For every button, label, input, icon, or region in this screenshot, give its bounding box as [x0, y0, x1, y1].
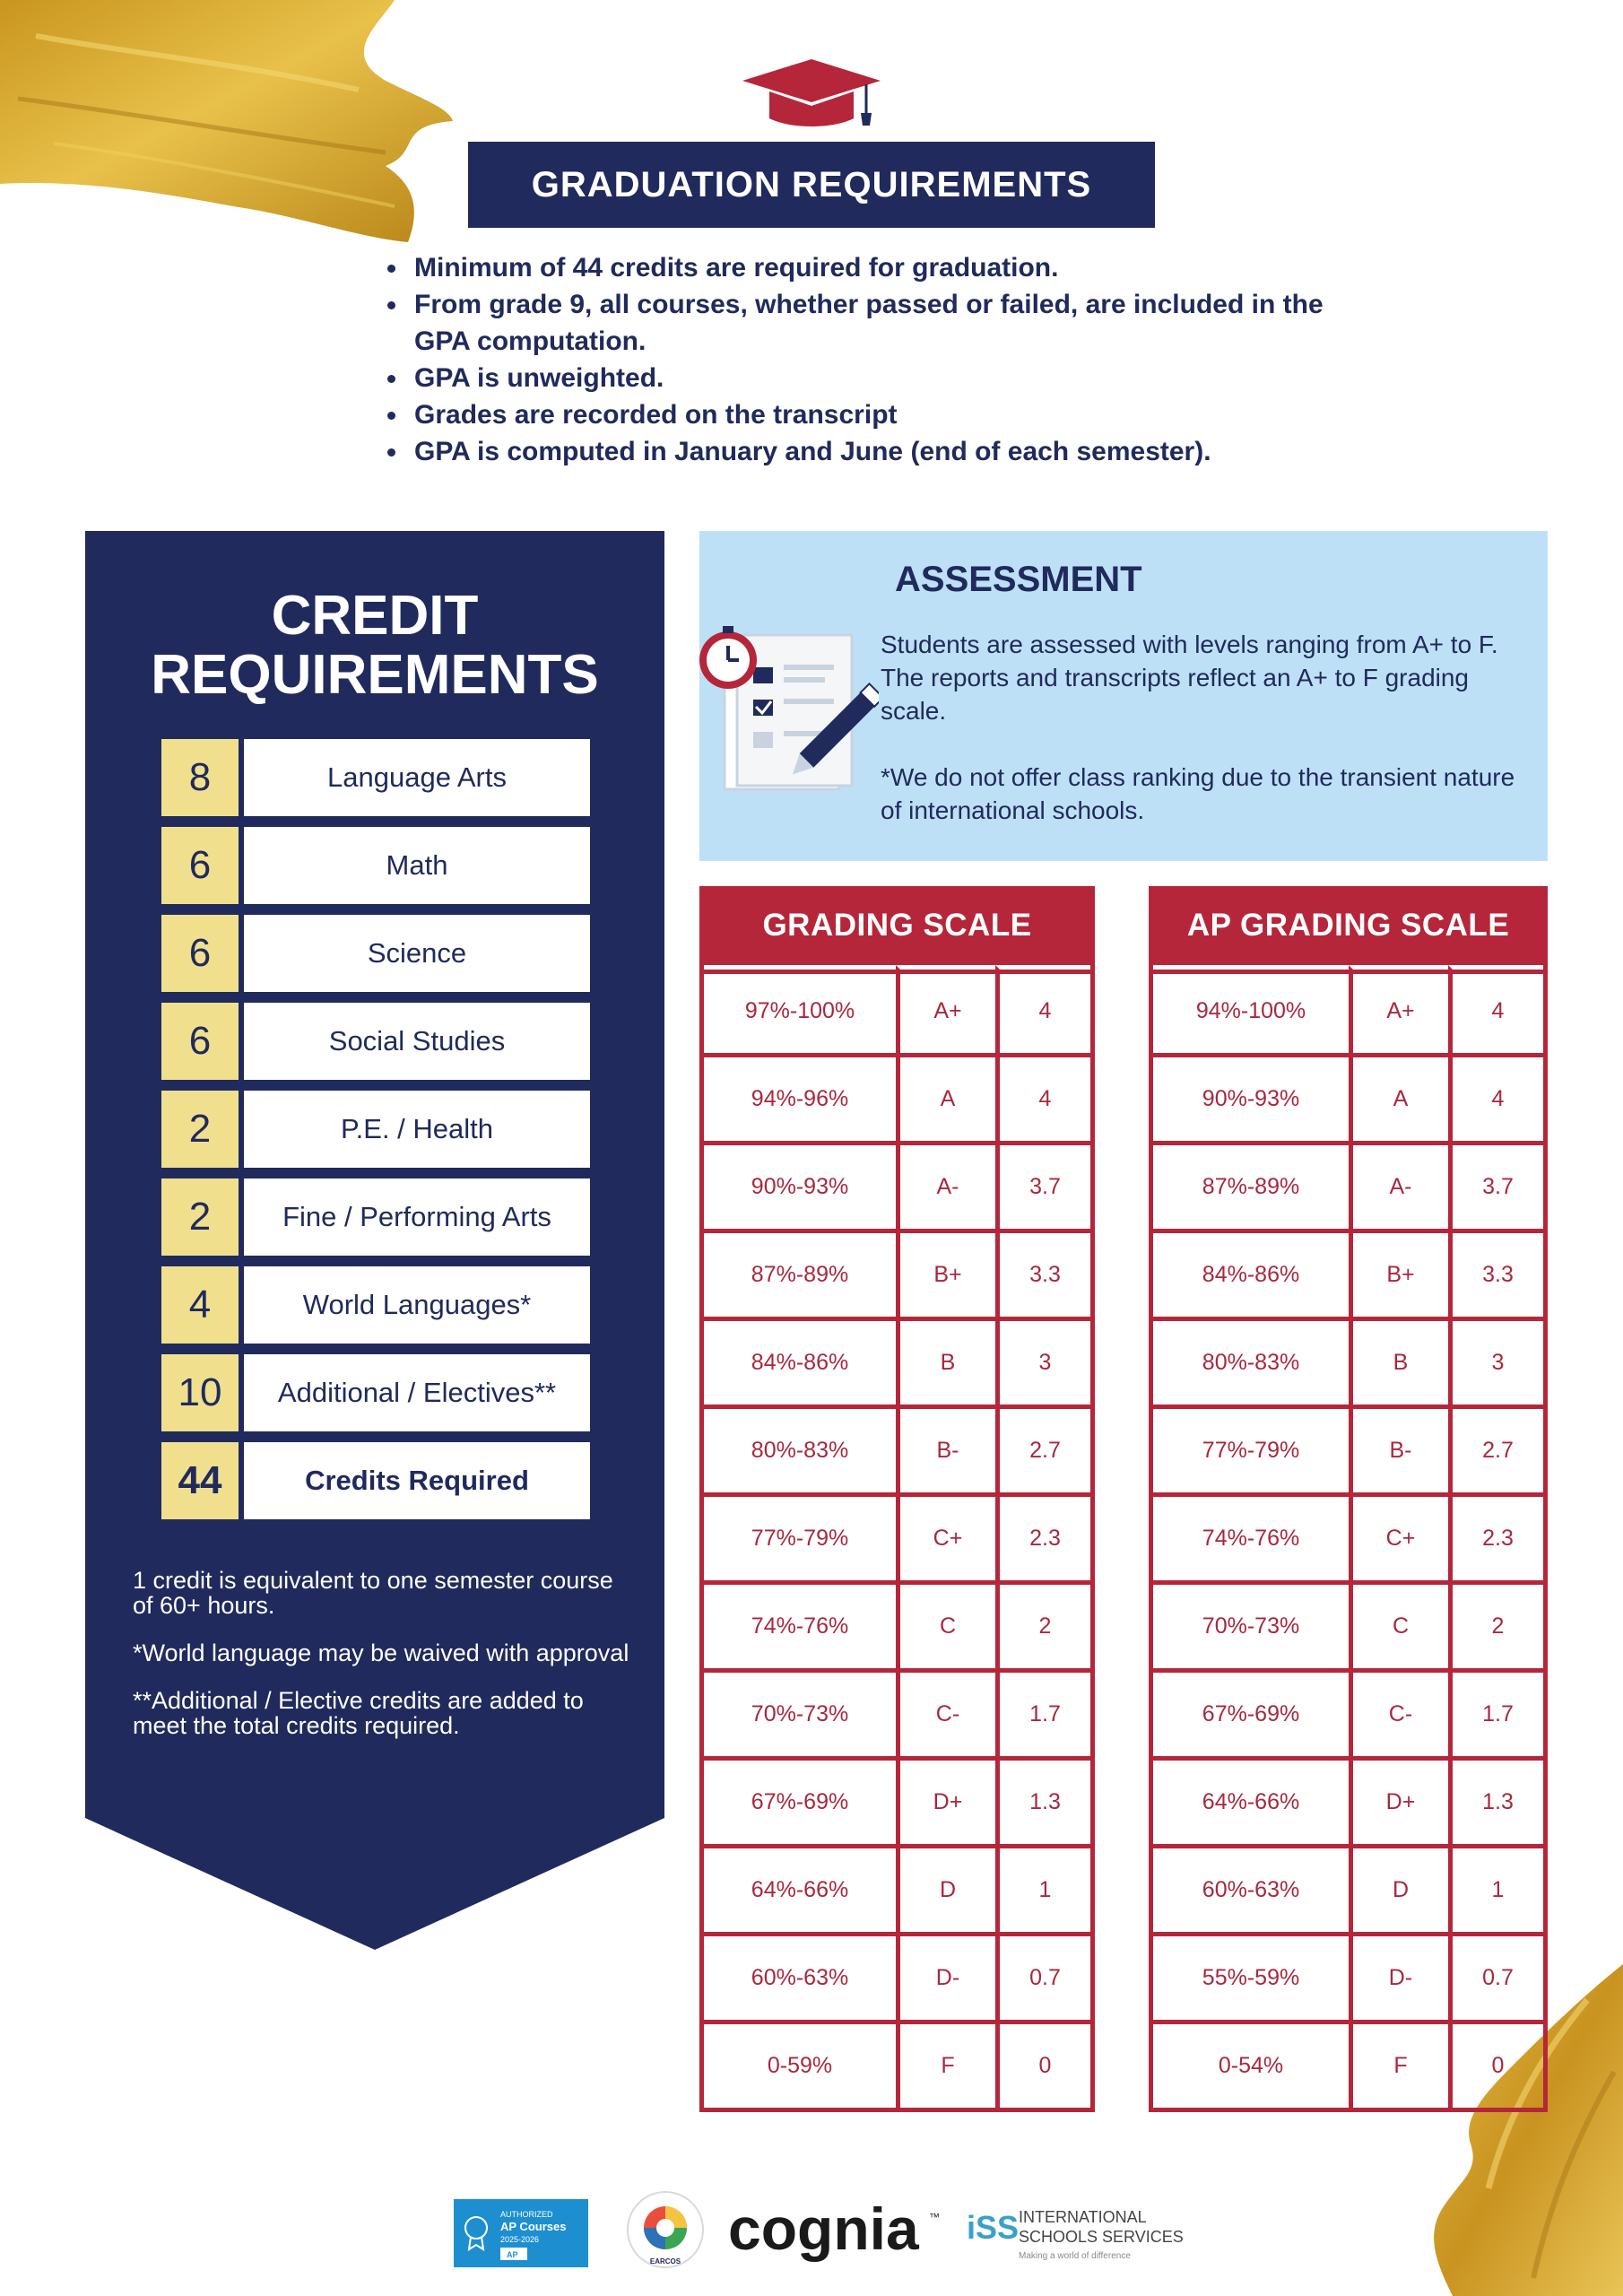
credit-count: 2 [161, 1178, 239, 1256]
letter-grade-cell: D [896, 1844, 995, 1932]
graduation-cap-icon [741, 57, 882, 131]
grade-points-cell: 1.3 [995, 1756, 1090, 1844]
percent-range-cell: 0-59% [704, 2020, 896, 2108]
ap-line1: AUTHORIZED [500, 2210, 553, 2219]
assessment-title: ASSESSMENT [895, 560, 1142, 599]
credit-subject: Additional / Electives** [244, 1354, 590, 1431]
ap-courses-logo [454, 2199, 588, 2267]
grade-points-cell: 2.7 [1448, 1405, 1543, 1492]
letter-grade-cell: B- [1349, 1405, 1448, 1492]
percent-range-cell: 74%-76% [1153, 1492, 1349, 1580]
percent-range-cell: 67%-69% [1153, 1668, 1349, 1756]
letter-grade-cell: C- [1349, 1668, 1448, 1756]
table-row [1153, 1229, 1543, 1317]
credit-row-social-studies [161, 1003, 590, 1080]
credit-subject: Math [244, 827, 590, 904]
credit-notes [133, 1568, 635, 1761]
gold-brush-decoration-top [0, 0, 466, 251]
percent-range-cell: 80%-83% [1153, 1317, 1349, 1405]
table-row [704, 1229, 1090, 1317]
letter-grade-cell: B+ [1349, 1229, 1448, 1317]
assessment-paragraph: *We do not offer class ranking due to the transient nature of international schools. [881, 763, 1515, 824]
letter-grade-cell: D [1349, 1844, 1448, 1932]
grade-points-cell: 3.3 [1448, 1229, 1543, 1317]
credit-row-world-languages [161, 1266, 590, 1344]
percent-range-cell: 87%-89% [704, 1229, 896, 1317]
credit-count: 2 [161, 1091, 239, 1168]
letter-grade-cell: A- [896, 1141, 995, 1229]
table-row [704, 965, 1090, 1053]
percent-range-cell: 60%-63% [704, 1932, 896, 2020]
credit-count: 4 [161, 1266, 239, 1344]
earcos-name: EARCOS [649, 2257, 681, 2266]
credit-subject: P.E. / Health [244, 1091, 590, 1168]
table-row [1153, 1756, 1543, 1844]
letter-grade-cell: F [896, 2020, 995, 2108]
letter-grade-cell: C [1349, 1580, 1448, 1668]
list-item: • Grades are recorded on the transcript [409, 396, 1341, 433]
grade-points-cell: 4 [1448, 965, 1543, 1053]
grade-points-cell: 3 [995, 1317, 1090, 1405]
table-row [1153, 1844, 1543, 1932]
grading-scale-section [699, 886, 1095, 2112]
credit-subject: Science [244, 915, 590, 992]
percent-range-cell: 90%-93% [1153, 1053, 1349, 1141]
table-row [704, 1668, 1090, 1756]
letter-grade-cell: F [1349, 2020, 1448, 2108]
letter-grade-cell: C+ [896, 1492, 995, 1580]
letter-grade-cell: B+ [896, 1229, 995, 1317]
letter-grade-cell: C- [896, 1668, 995, 1756]
letter-grade-cell: C [896, 1580, 995, 1668]
iss-line2: SCHOOLS SERVICES [1019, 2228, 1184, 2246]
grade-points-cell: 2.7 [995, 1405, 1090, 1492]
table-row [704, 1053, 1090, 1141]
table-row [1153, 1053, 1543, 1141]
grade-points-cell: 1.7 [995, 1668, 1090, 1756]
credit-subject: Fine / Performing Arts [244, 1178, 590, 1256]
letter-grade-cell: B [1349, 1317, 1448, 1405]
grade-points-cell: 3.3 [995, 1229, 1090, 1317]
percent-range-cell: 80%-83% [704, 1405, 896, 1492]
accreditation-logos [448, 2188, 1184, 2269]
grade-points-cell: 0 [995, 2020, 1090, 2108]
table-row [704, 1932, 1090, 2020]
grade-points-cell: 1 [995, 1844, 1090, 1932]
credit-count: 6 [161, 1003, 239, 1080]
list-item: • GPA is computed in January and June (end of each semester). [409, 433, 1341, 470]
credit-count: 8 [161, 739, 239, 816]
letter-grade-cell: D+ [896, 1756, 995, 1844]
table-row [704, 1317, 1090, 1405]
credit-row-language-arts [161, 739, 590, 816]
grade-points-cell: 2 [995, 1580, 1090, 1668]
table-row [704, 1405, 1090, 1492]
grade-points-cell: 1 [1448, 1844, 1543, 1932]
grade-points-cell: 3 [1448, 1317, 1543, 1405]
cognia-name: cognia [728, 2196, 919, 2262]
page-title: GRADUATION REQUIREMENTS [468, 142, 1155, 228]
iss-tagline: Making a world of difference [1019, 2251, 1131, 2261]
percent-range-cell: 77%-79% [1153, 1405, 1349, 1492]
grading-scale-title: GRADING SCALE [699, 886, 1095, 965]
credit-note: **Additional / Elective credits are added to meet the total credits required. [133, 1687, 584, 1739]
list-item: • GPA is unweighted. [409, 360, 1341, 396]
percent-range-cell: 97%-100% [704, 965, 896, 1053]
table-row [1153, 1317, 1543, 1405]
table-row [1153, 2020, 1543, 2108]
percent-range-cell: 77%-79% [704, 1492, 896, 1580]
iss-logo [967, 2208, 1184, 2261]
iss-mark: iSS [967, 2209, 1020, 2246]
credit-subject: Language Arts [244, 739, 590, 816]
percent-range-cell: 94%-96% [704, 1053, 896, 1141]
list-item: • Minimum of 44 credits are required for graduation. [409, 249, 1341, 286]
credit-note: *World language may be waived with approval [133, 1639, 629, 1666]
credit-count: 6 [161, 827, 239, 904]
grade-points-cell: 1.7 [1448, 1668, 1543, 1756]
grade-points-cell: 0 [1448, 2020, 1543, 2108]
grade-points-cell: 0.7 [1448, 1932, 1543, 2020]
grading-scale-table [699, 965, 1095, 2112]
ap-grading-scale-title: AP GRADING SCALE [1149, 886, 1548, 965]
letter-grade-cell: C+ [1349, 1492, 1448, 1580]
credit-requirements-title [85, 587, 664, 705]
credit-row-science [161, 915, 590, 992]
assessment-paragraph: Students are assessed with levels ranging from A+ to F. The reports and transcripts reflect an A+ to F grading scale. [881, 631, 1498, 725]
credit-row-pe-health [161, 1091, 590, 1168]
list-item: • From grade 9, all courses, whether passed or failed, are included in the GPA computation. [409, 286, 1341, 360]
grade-points-cell: 1.3 [1448, 1756, 1543, 1844]
iss-line1: INTERNATIONAL [1019, 2208, 1147, 2226]
credit-subject: World Languages* [244, 1266, 590, 1344]
grade-points-cell: 4 [1448, 1053, 1543, 1141]
table-row [704, 2020, 1090, 2108]
assessment-checklist-icon [690, 615, 879, 804]
table-row [704, 1756, 1090, 1844]
percent-range-cell: 64%-66% [704, 1844, 896, 1932]
credit-note: 1 credit is equivalent to one semester course of 60+ hours. [133, 1567, 613, 1619]
assessment-text [881, 628, 1526, 860]
percent-range-cell: 84%-86% [704, 1317, 896, 1405]
table-row [1153, 1668, 1543, 1756]
table-row [1153, 1141, 1543, 1229]
table-row [1153, 1932, 1543, 2020]
letter-grade-cell: D+ [1349, 1756, 1448, 1844]
cognia-logo [728, 2196, 940, 2262]
credit-title-line2: REQUIREMENTS [151, 644, 599, 706]
credit-row-math [161, 827, 590, 904]
percent-range-cell: 74%-76% [704, 1580, 896, 1668]
grade-points-cell: 2 [1448, 1580, 1543, 1668]
letter-grade-cell: A- [1349, 1141, 1448, 1229]
credit-count: 10 [161, 1354, 239, 1431]
letter-grade-cell: B- [896, 1405, 995, 1492]
grade-points-cell: 3.7 [995, 1141, 1090, 1229]
percent-range-cell: 84%-86% [1153, 1229, 1349, 1317]
grade-points-cell: 3.7 [1448, 1141, 1543, 1229]
percent-range-cell: 70%-73% [1153, 1580, 1349, 1668]
requirements-list [377, 249, 1341, 470]
cognia-tm: ™ [929, 2211, 940, 2223]
percent-range-cell: 70%-73% [704, 1668, 896, 1756]
credit-subject: Social Studies [244, 1003, 590, 1080]
percent-range-cell: 90%-93% [704, 1141, 896, 1229]
table-row [704, 1141, 1090, 1229]
table-row [1153, 1580, 1543, 1668]
credit-count: 6 [161, 915, 239, 992]
credit-total-label: Credits Required [244, 1442, 590, 1519]
table-row [1153, 1492, 1543, 1580]
percent-range-cell: 0-54% [1153, 2020, 1349, 2108]
letter-grade-cell: A [1349, 1053, 1448, 1141]
letter-grade-cell: A [896, 1053, 995, 1141]
credit-count-total: 44 [161, 1442, 239, 1519]
percent-range-cell: 87%-89% [1153, 1141, 1349, 1229]
grade-points-cell: 4 [995, 965, 1090, 1053]
ap-line3: 2025-2026 [500, 2235, 540, 2244]
grade-points-cell: 0.7 [995, 1932, 1090, 2020]
letter-grade-cell: D- [1349, 1932, 1448, 2020]
earcos-logo [628, 2192, 703, 2267]
letter-grade-cell: D- [896, 1932, 995, 2020]
credit-row-electives [161, 1354, 590, 1431]
percent-range-cell: 94%-100% [1153, 965, 1349, 1053]
grade-points-cell: 2.3 [995, 1492, 1090, 1580]
ap-grading-scale-table [1149, 965, 1548, 2112]
credit-row-fine-arts [161, 1178, 590, 1256]
letter-grade-cell: B [896, 1317, 995, 1405]
credit-title-line1: CREDIT [271, 585, 479, 647]
percent-range-cell: 60%-63% [1153, 1844, 1349, 1932]
letter-grade-cell: A+ [896, 965, 995, 1053]
grade-points-cell: 2.3 [1448, 1492, 1543, 1580]
table-row [704, 1492, 1090, 1580]
percent-range-cell: 55%-59% [1153, 1932, 1349, 2020]
table-row [704, 1580, 1090, 1668]
table-row [1153, 965, 1543, 1053]
table-row [704, 1844, 1090, 1932]
grade-points-cell: 4 [995, 1053, 1090, 1141]
ap-badge: AP [507, 2250, 518, 2259]
letter-grade-cell: A+ [1349, 965, 1448, 1053]
percent-range-cell: 67%-69% [704, 1756, 896, 1844]
ap-grading-scale-section [1149, 886, 1548, 2112]
credit-row-total [161, 1442, 590, 1519]
percent-range-cell: 64%-66% [1153, 1756, 1349, 1844]
ap-line2: AP Courses [500, 2220, 567, 2233]
table-row [1153, 1405, 1543, 1492]
